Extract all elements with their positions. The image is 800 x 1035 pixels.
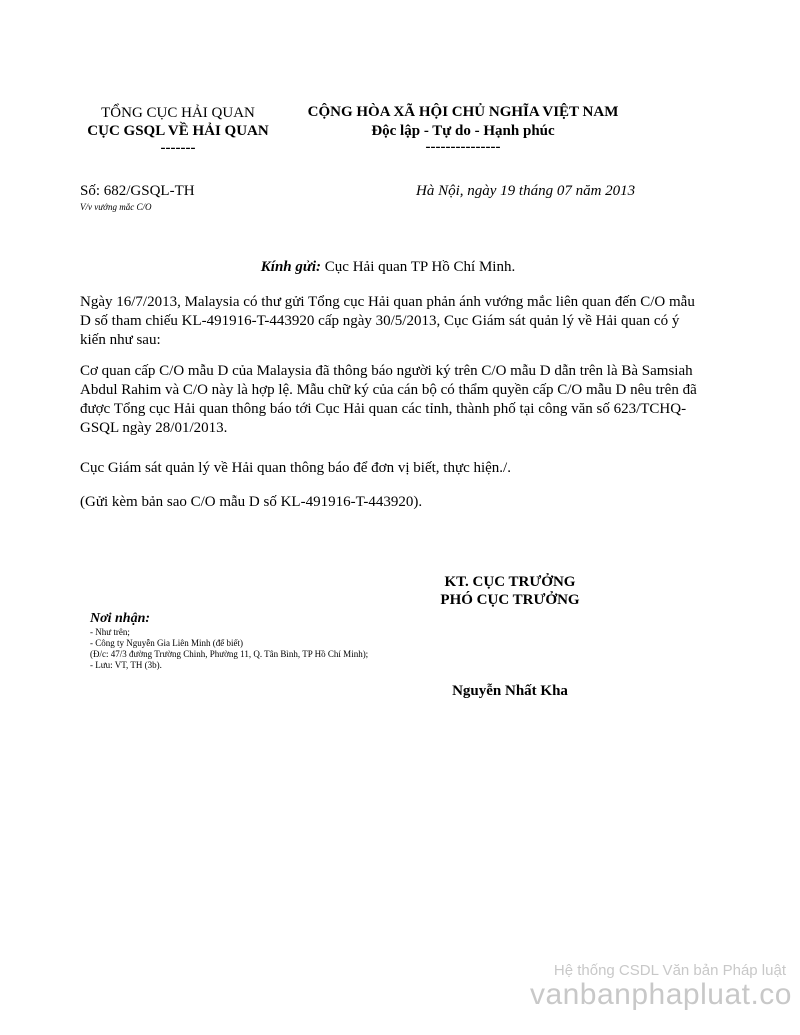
watermark-caption: Hệ thống CSDL Văn bản Pháp luật xyxy=(553,962,786,979)
salutation-recipient: Cục Hải quan TP Hồ Chí Minh. xyxy=(321,259,516,275)
nation-name: CỘNG HÒA XÃ HỘI CHỦ NGHĨA VIỆT NAM xyxy=(307,104,619,120)
left-separator: ------- xyxy=(160,140,196,156)
salutation-label: Kính gửi: xyxy=(260,259,322,275)
body-paragraph: Cơ quan cấp C/O mẫu D của Malaysia đã thông báo người ký trên C/O mẫu D dẫn trên là Bà Samsiah Abdul Rahim và C/O này là hợp lệ. Mẫu chữ ký của cán bộ có thẩm quyền cấp C/O mẫu D nêu trên đã được Tổng cục Hải quan thông báo tới Cục Hải quan các tỉnh, thành phố tại công văn số 623/TCHQ-GSQL ngày 28/01/2013. xyxy=(80,363,697,436)
body-paragraph: Cục Giám sát quản lý về Hải quan thông báo để đơn vị biết, thực hiện./. xyxy=(80,460,511,476)
department-name: CỤC GSQL VỀ HẢI QUAN xyxy=(87,123,269,139)
issuing-authority-block xyxy=(78,104,278,156)
date-line: Hà Nội, ngày 19 tháng 07 năm 2013 xyxy=(416,183,636,199)
document-number: Số: 682/GSQL-TH xyxy=(80,183,195,199)
signature-block xyxy=(400,573,620,609)
body-paragraph: (Gửi kèm bản sao C/O mẫu D số KL-491916-T-443920). xyxy=(80,494,423,510)
watermark-site: vanbanphapluat.co xyxy=(529,978,792,1011)
recipients-title: Nơi nhận: xyxy=(90,611,151,626)
national-motto: Độc lập - Tự do - Hạnh phúc xyxy=(371,123,555,139)
recipient-item: - Như trên; xyxy=(90,627,130,637)
signature-title-line1: KT. CỤC TRƯỞNG xyxy=(444,574,576,590)
right-separator: --------------- xyxy=(425,139,501,155)
recipient-item: (Đ/c: 47/3 đường Trường Chinh, Phường 11, Q. Tân Bình, TP Hồ Chí Minh); xyxy=(90,649,369,659)
agency-name: TỔNG CỤC HẢI QUAN xyxy=(101,105,255,121)
salutation xyxy=(80,259,696,276)
body-paragraph: Ngày 16/7/2013, Malaysia có thư gửi Tổng cục Hải quan phản ánh vướng mắc liên quan đến C/O mẫu D số tham chiếu KL-491916-T-443920 cấp ngày 30/5/2013, Cục Giám sát quản lý về Hải quan có ý kiến như sau: xyxy=(80,294,695,348)
recipient-item: - Lưu: VT, TH (3b). xyxy=(90,660,162,670)
signature-title-line2: PHÓ CỤC TRƯỞNG xyxy=(440,592,580,608)
recipient-item: - Công ty Nguyễn Gia Liên Minh (để biết) xyxy=(90,638,243,648)
national-heading-block xyxy=(290,103,636,154)
signer-name: Nguyễn Nhất Kha xyxy=(452,683,568,699)
document-subject: V/v vướng mắc C/O xyxy=(80,202,152,212)
recipients-block xyxy=(90,611,370,671)
